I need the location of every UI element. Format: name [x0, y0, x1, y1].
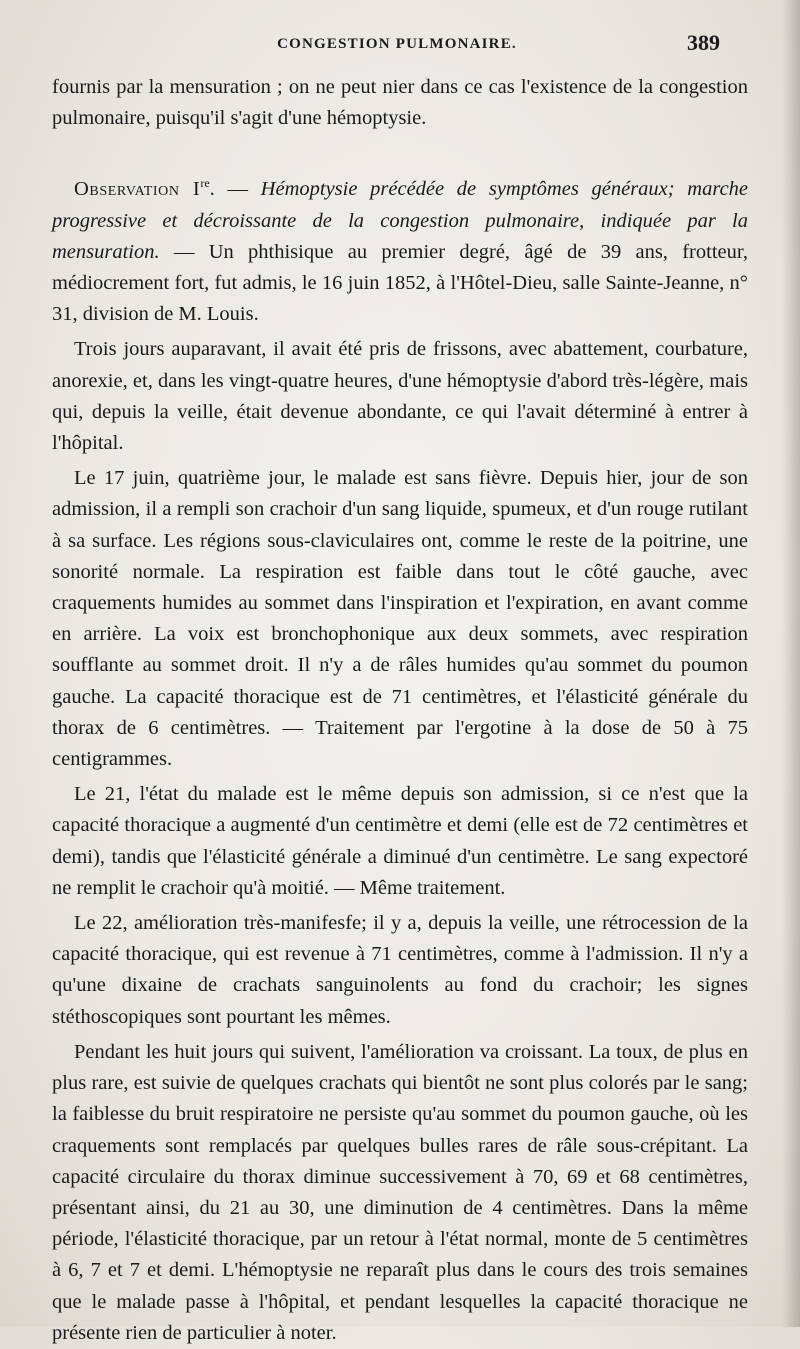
page-body [52, 72, 748, 1349]
paragraph-following-days: Pendant les huit jours qui suivent, l'amélioration va croissant. La toux, de plus en plus rare, est suivie de quelques crachats qui bientôt ne sont plus colorés par le sang; la faiblesse du bruit respiratoire ne persiste qu'au sommet du poumon gauche, où les craquements sont remplacés par quelques bulles rares de râle sous-crépitant. La capacité circulaire du thorax diminue successivement à 70, 69 et 68 centimètres, présentant ainsi, du 21 au 30, une diminution de 4 centimètres. Dans la même période, l'élasticité thoracique, par un retour à l'état normal, monte de 5 centimètres à 6, 7 et 7 et demi. L'hémoptysie ne reparaît plus dans le cours des trois semaines que le malade passe à l'hôpital, et pendant lesquelles la capacité thoracique ne présente rien de particulier à noter. [52, 1040, 748, 1344]
observation-label: Observation I [74, 178, 201, 201]
paragraph-prodrome: Trois jours auparavant, il avait été pris de frissons, avec abattement, courbature, anorexie, et, dans les vingt-quatre heures, d'une hémoptysie d'abord très-légère, mais qui, depuis la veille, était devenue abondante, ce qui l'avait déterminé à entrer à l'hôpital. [52, 338, 748, 455]
observation-paragraph [52, 174, 748, 330]
observation-label-superscript: re [200, 176, 210, 191]
page-number: 389 [687, 30, 720, 55]
intro-paragraph: fournis par la mensuration ; on ne peut nier dans ce cas l'existence de la congestion pulmonaire, puisqu'il s'agit d'une hémoptysie. [52, 76, 748, 130]
paragraph-june-22: Le 22, amélioration très-manifesfe; il y a, depuis la veille, une rétrocession de la capacité thoracique, qui est revenue à 71 centimètres, comme à l'admission. Il n'y a qu'une dixaine de crachats sanguinolents au fond du crachoir; les signes stéthoscopiques sont pourtant les mêmes. [52, 912, 748, 1028]
paragraph-june-21: Le 21, l'état du malade est le même depuis son admission, si ce n'est que la capacité thoracique a augmenté d'un centimètre et demi (elle est de 72 centimètres et demi), tandis que l'élasticité générale a diminué d'un centimètre. Le sang expectoré ne remplit le crachoir qu'à moitié. — Même traitement. [52, 783, 748, 899]
page-header [52, 30, 742, 64]
observation-text: — Un phthisique au premier degré, âgé de 39 ans, frotteur, médiocrement fort, fut admis, le 16 juin 1852, à l'Hôtel-Dieu, salle Sainte-Jeanne, n° 31, division de M. Louis. [52, 240, 748, 326]
paragraph-june-17: Le 17 juin, quatrième jour, le malade est sans fièvre. Depuis hier, jour de son admission, il a rempli son crachoir d'un sang liquide, spumeux, et d'un rouge rutilant à sa surface. Les régions sous-claviculaires ont, comme le reste de la poitrine, une sonorité normale. La respiration est faible dans tout le côté gauche, avec craquements humides au sommet dans l'inspiration et l'expiration, en avant comme en arrière. La voix est bronchophonique aux deux sommets, avec respiration soufflante au sommet droit. Il n'y a de râles humides qu'au sommet du poumon gauche. La capacité thoracique est de 71 centimètres, et l'élasticité générale du thorax de 6 centimètres. — Traitement par l'ergotine à la dose de 50 à 75 centigrammes. [52, 467, 748, 771]
observation-title: Hémoptysie précédée de symptômes généraux; marche progressive et décroissante de la congestion pulmonaire, indiquée par la mensuration. [52, 178, 749, 263]
running-title: CONGESTION PULMONAIRE. [277, 36, 517, 52]
observation-dash: . — [209, 178, 261, 201]
page-gutter-shadow [782, 0, 800, 1327]
